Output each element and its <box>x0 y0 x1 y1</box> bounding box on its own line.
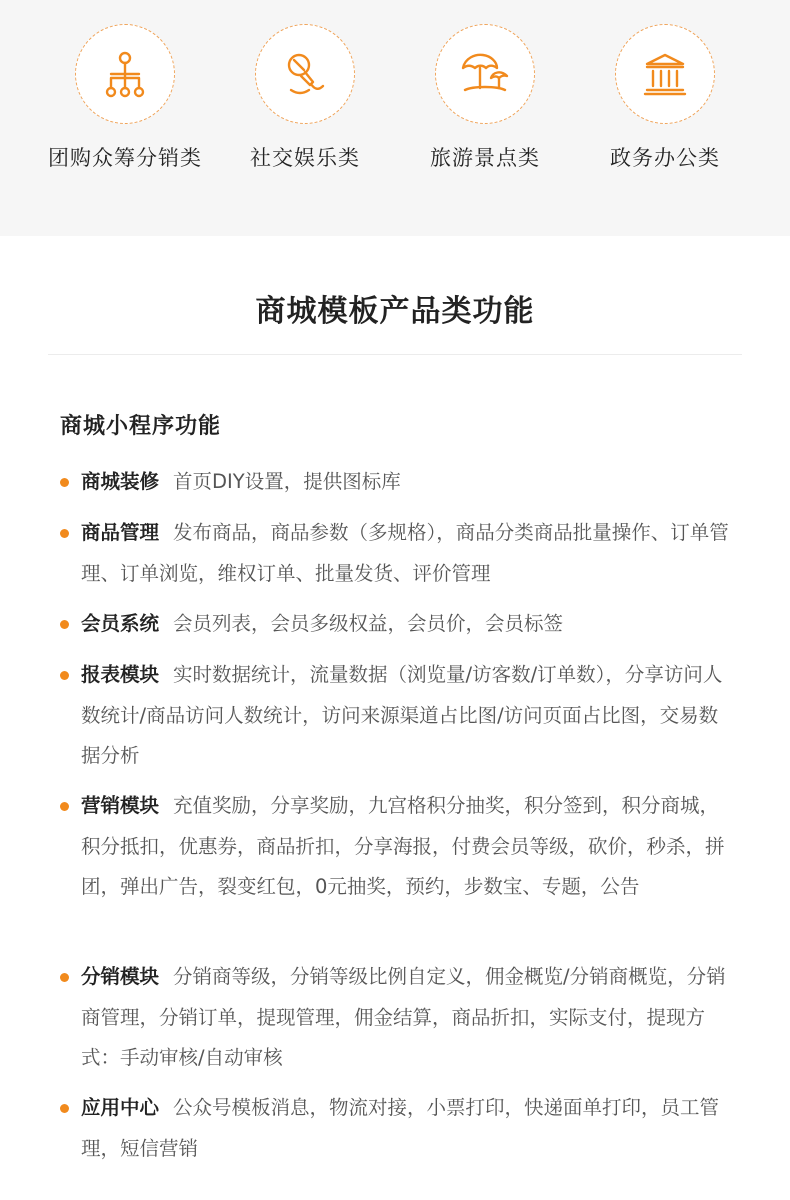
feature-description: 会员列表，会员多级权益，会员价，会员标签 <box>173 612 564 635</box>
government-building-icon <box>641 50 689 98</box>
section-divider <box>48 354 742 355</box>
category-group-buying[interactable] <box>35 0 215 236</box>
bullet-dot-icon <box>60 620 69 629</box>
category-label: 社交娱乐类 <box>250 146 360 170</box>
bullet-dot-icon <box>60 1104 69 1113</box>
bullet-dot-icon <box>60 973 69 982</box>
feature-item-member-system <box>60 604 730 645</box>
feature-name: 营销模块 <box>81 794 160 817</box>
feature-description: 首页DIY设置，提供图标库 <box>173 470 401 493</box>
category-icon-circle <box>435 24 535 124</box>
feature-name: 会员系统 <box>81 612 160 635</box>
category-icon-circle <box>75 24 175 124</box>
category-government[interactable] <box>575 0 755 236</box>
category-icon-circle <box>255 24 355 124</box>
section-title: 商城模板产品类功能 <box>255 294 535 329</box>
bullet-dot-icon <box>60 478 69 487</box>
bullet-dot-icon <box>60 529 69 538</box>
feature-item-app-center <box>60 1088 730 1169</box>
category-travel[interactable] <box>395 0 575 236</box>
category-label: 政务办公类 <box>610 146 720 170</box>
feature-description: 发布商品，商品参数（多规格），商品分类商品批量操作、订单管理、订单浏览，维权订单、批量发货、评价管理 <box>81 521 729 585</box>
category-icon-circle <box>615 24 715 124</box>
feature-description: 分销商等级，分销等级比例自定义，佣金概览/分销商概览，分销商管理，分销订单，提现管理，佣金结算，商品折扣，实际支付，提现方式：手动审核/自动审核 <box>81 965 726 1069</box>
feature-name: 商城装修 <box>81 470 160 493</box>
category-band <box>0 0 790 236</box>
feature-description: 公众号模板消息，物流对接，小票打印，快递面单打印，员工管理，短信营销 <box>81 1096 720 1160</box>
feature-item-distribution <box>60 957 730 1079</box>
feature-item-reports <box>60 655 730 777</box>
bullet-dot-icon <box>60 671 69 680</box>
category-label: 团购众筹分销类 <box>48 146 202 170</box>
feature-description: 充值奖励，分享奖励，九宫格积分抽奖，积分签到，积分商城，积分抵扣，优惠券，商品折扣，分享海报，付费会员等级，砍价，秒杀，拼团，弹出广告，裂变红包，0元抽奖，预约，步数宝、专题，公告 <box>81 794 725 898</box>
feature-item-marketing <box>60 786 730 908</box>
feature-name: 分销模块 <box>81 965 160 988</box>
category-social-entertainment[interactable] <box>215 0 395 236</box>
feature-name: 商品管理 <box>81 521 160 544</box>
subsection-title: 商城小程序功能 <box>60 414 222 439</box>
feature-description: 实时数据统计，流量数据（浏览量/访客数/订单数），分享访问人数统计/商品访问人数统计，访问来源渠道占比图/访问页面占比图，交易数据分析 <box>81 663 723 767</box>
feature-name: 报表模块 <box>81 663 160 686</box>
team-share-icon <box>101 50 149 98</box>
bullet-dot-icon <box>60 802 69 811</box>
beach-umbrella-icon <box>459 50 511 98</box>
microphone-icon <box>281 50 329 98</box>
feature-item-product-management <box>60 513 730 594</box>
category-label: 旅游景点类 <box>430 146 540 170</box>
feature-name: 应用中心 <box>81 1096 160 1119</box>
feature-item-store-decoration <box>60 462 730 503</box>
